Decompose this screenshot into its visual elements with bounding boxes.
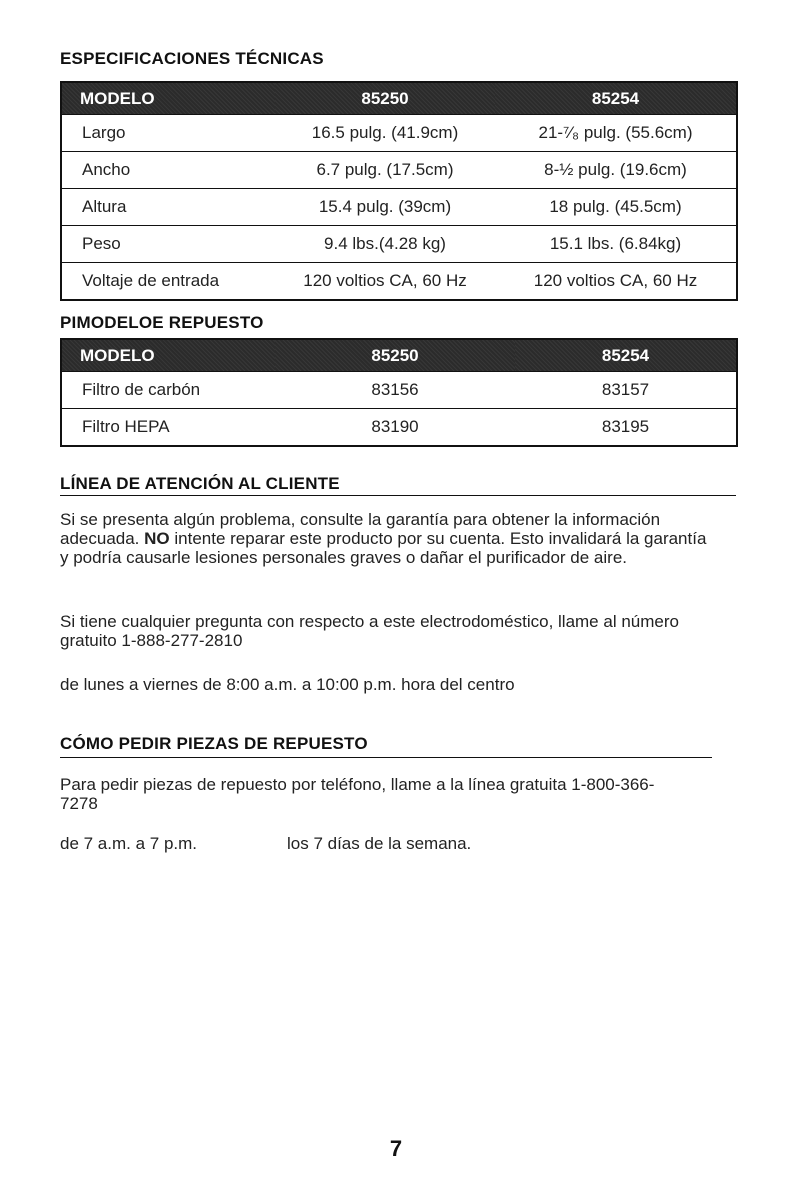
- part-number-85254: 83195: [515, 409, 737, 447]
- spec-value-85250: 15.4 pulg. (39cm): [275, 189, 495, 226]
- spec-label: Altura: [61, 189, 275, 226]
- spec-value-85254: 18 pulg. (45.5cm): [495, 189, 737, 226]
- parts-heading: PIMODELOE REPUESTO: [60, 313, 264, 332]
- order-heading: CÓMO PEDIR PIEZAS DE REPUESTO: [60, 734, 368, 753]
- customer-para-warning-bold: NO: [144, 529, 170, 548]
- specs-header-model: MODELO: [61, 82, 275, 115]
- table-row: [61, 409, 737, 447]
- spec-value-85250: 9.4 lbs.(4.28 kg): [275, 226, 495, 263]
- part-number-85250: 83190: [275, 409, 515, 447]
- customer-para-warning-pre: Si se presenta algún problema, consulte la garantía para obtener la información adecuada.: [60, 510, 661, 548]
- spec-value-85254: 120 voltios CA, 60 Hz: [495, 263, 737, 301]
- parts-table-header: [61, 339, 737, 372]
- part-label: Filtro HEPA: [61, 409, 275, 447]
- part-label: Filtro de carbón: [61, 372, 275, 409]
- order-para-phone: Para pedir piezas de repuesto por teléfono, llame a la línea gratuita 1-800-366-7278: [60, 775, 655, 813]
- customer-heading: LÍNEA DE ATENCIÓN AL CLIENTE: [60, 474, 340, 493]
- spec-value-85254: 21-⁷⁄₈ pulg. (55.6cm): [495, 115, 737, 152]
- parts-header-model: MODELO: [61, 339, 275, 372]
- parts-header-85250: 85250: [275, 339, 515, 372]
- customer-heading-rule: [60, 495, 736, 496]
- spec-label: Largo: [61, 115, 275, 152]
- customer-para-hours: de lunes a viernes de 8:00 a.m. a 10:00 p.m. hora del centro: [60, 675, 515, 694]
- table-row: [61, 115, 737, 152]
- spec-label: Voltaje de entrada: [61, 263, 275, 301]
- table-row: [61, 372, 737, 409]
- table-row: [61, 263, 737, 301]
- spec-value-85254: 8-½ pulg. (19.6cm): [495, 152, 737, 189]
- order-heading-rule: [60, 757, 712, 758]
- parts-header-85254: 85254: [515, 339, 737, 372]
- table-row: [61, 226, 737, 263]
- part-number-85250: 83156: [275, 372, 515, 409]
- order-hours-row: [60, 834, 471, 854]
- customer-para-warning: [60, 510, 710, 567]
- spec-value-85250: 6.7 pulg. (17.5cm): [275, 152, 495, 189]
- spec-value-85250: 120 voltios CA, 60 Hz: [275, 263, 495, 301]
- specs-table-header: [61, 82, 737, 115]
- table-row: [61, 152, 737, 189]
- spec-label: Ancho: [61, 152, 275, 189]
- table-row: [61, 189, 737, 226]
- customer-para-phone: Si tiene cualquier pregunta con respecto a este electrodoméstico, llame al número gratuito 1-888-277-2810: [60, 612, 679, 650]
- order-days: los 7 días de la semana.: [287, 834, 472, 853]
- spec-label: Peso: [61, 226, 275, 263]
- specs-heading: ESPECIFICACIONES TÉCNICAS: [60, 49, 324, 68]
- specs-header-85254: 85254: [495, 82, 737, 115]
- order-hours: de 7 a.m. a 7 p.m.: [60, 834, 198, 853]
- parts-table: [60, 338, 738, 447]
- customer-para-warning-post: intente reparar este producto por su cuenta. Esto invalidará la garantía y podría causarle lesiones personales graves o dañar el purificador de aire.: [60, 529, 707, 567]
- spec-value-85254: 15.1 lbs. (6.84kg): [495, 226, 737, 263]
- specs-table: [60, 81, 738, 301]
- part-number-85254: 83157: [515, 372, 737, 409]
- spec-value-85250: 16.5 pulg. (41.9cm): [275, 115, 495, 152]
- page-number: 7: [389, 1136, 403, 1161]
- specs-header-85250: 85250: [275, 82, 495, 115]
